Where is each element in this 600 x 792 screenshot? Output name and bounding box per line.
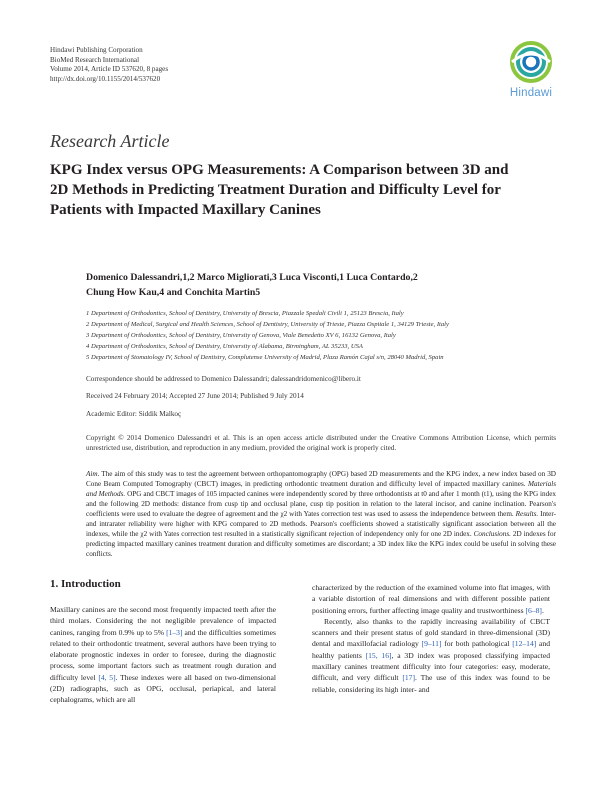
hindawi-logo (502, 40, 560, 104)
article-type: Research Article (50, 131, 170, 151)
text-run: and healthy patients (312, 639, 550, 660)
affiliation-5: 5 Department of Stomatology IV, School of Dentistry, Complutense University of Madrid, Plaza Ramón Cajal s/n, 28040 Madrid, Spain (86, 354, 444, 361)
citation-link[interactable]: [9–11] (421, 639, 442, 649)
abstract-aim-label: Aim. (86, 470, 100, 478)
intro-right-column (312, 582, 550, 695)
text-run: . (541, 605, 544, 615)
abstract-conclusions: 2D indexes for predicting impacted maxillary canines treatment duration and difficulty sometimes are discordant; a 3D index like the KPG index could be useful in solving these conflicts. (86, 530, 556, 558)
academic-editor: Academic Editor: Siddik Malkoç (86, 410, 182, 418)
abstract-conclusions-label: Conclusions. (473, 530, 511, 538)
affiliation-3: 3 Department of Orthodontics, School of Dentistry, University of Genova, Viale Benedetto XV 6, 16132 Genova, Italy (86, 332, 396, 339)
text-run: and the difficulties sometimes related to their orthodontic treatment, several authors have been trying to elaborate prognostic indexes in order to foresee, during the diagnostic process, some important factors such as treatment rough duration and difficulty level (50, 627, 276, 682)
authors-line-1: Domenico Dalessandri,1,2 Marco Migliorati,3 Luca Visconti,1 Luca Contardo,2 (86, 272, 418, 283)
affiliation-1: 1 Department of Orthodontics, School of Dentistry, University of Brescia, Piazzale Spedali Civili 1, 25123 Brescia, Italy (86, 310, 404, 317)
citation-link[interactable]: [12–14] (512, 639, 537, 649)
abstract-methods-label: Materials and Methods. (86, 480, 556, 498)
abstract-aim: The aim of this study was to test the agreement between orthopantomography (OPG) based 2D measurements and the KPG index, a new index based on 3D Cone Beam Computed Tomography (CBCT) images, in predicting orthodontic treatment duration and difficulty level of impacted maxillary canines. (86, 470, 556, 488)
article-title: KPG Index versus OPG Measurements: A Comparison between 3D and 2D Methods in Predicting Treatment Duration and Difficulty Level for Patients with Impacted Maxillary Canines (50, 162, 509, 218)
authors-line-2: Chung How Kau,4 and Conchita Martin5 (86, 287, 261, 298)
doi-link[interactable]: http://dx.doi.org/10.1155/2014/537620 (50, 74, 161, 83)
intro-left-column (50, 604, 276, 706)
intro-paragraph-1 (50, 604, 276, 706)
journal-name: BioMed Research International (50, 55, 140, 64)
text-run: Recently, also thanks to the rapidly increasing availability of CBCT scanners and their present status of gold standard in three-dimensional (3D) dental and maxillofacial radiology (312, 616, 550, 649)
citation-link[interactable]: [17] (402, 673, 416, 683)
intro-paragraph-1-cont (312, 582, 550, 616)
citation-link[interactable]: [6–8] (525, 605, 542, 615)
citation-link[interactable]: [15, 16] (365, 650, 392, 660)
text-run: . The use of this index was found to be reliable, considering its high inter- and (312, 673, 550, 694)
abstract-results: Inter- and intrarater reliability were higher with KPG compared to 2D methods. Pearson's coefficients showed a statistically significant association between all the indexes, while the χ2 with Yates correction test resulted in a statistically significant rejection of independency only for one 2D index. (86, 510, 556, 538)
affiliation-4: 4 Department of Orthodontics, School of Dentistry, University of Alabama, Birmingham, AL 35233, USA (86, 343, 363, 350)
intro-paragraph-2 (312, 616, 550, 695)
section-heading-introduction: 1. Introduction (50, 578, 121, 590)
author-list (86, 270, 556, 300)
text-run: Maxillary canines are the second most frequently impacted teeth after the third molars. Considering the not negligible prevalence of impacted canines, ranging from 0.9% up to 5% (50, 605, 276, 637)
affiliations (86, 308, 556, 363)
journal-meta (50, 46, 168, 84)
abstract-results-label: Results. (515, 510, 539, 518)
volume-info: Volume 2014, Article ID 537620, 8 pages (50, 65, 169, 74)
copyright-notice: Copyright © 2014 Domenico Dalessandri et al. This is an open access article distributed under the Creative Commons Attribution License, which permits unrestricted use, distribution, and reproduction in any medium, provided the original work is properly cited. (86, 434, 556, 452)
publication-dates: Received 24 February 2014; Accepted 27 June 2014; Published 9 July 2014 (86, 392, 304, 400)
hindawi-logo-icon (509, 40, 553, 84)
publisher: Hindawi Publishing Corporation (50, 46, 143, 54)
text-run: for both pathological (441, 639, 513, 649)
affiliation-2: 2 Department of Medical, Surgical and Health Sciences, School of Dentistry, University of Trieste, Piazza Ospitale 1, 34129 Trieste, Italy (86, 321, 449, 328)
abstract (86, 469, 556, 559)
text-run: , a 3D index was proposed classifying impacted maxillary canines treatment difficulty into four categories: easy, moderate, difficult, and very difficult (312, 650, 550, 683)
text-run: . These indexes were all based on two-dimensional (2D) radiographs, such as OPG, occlusal, periapical, and lateral cephalograms, which are all (50, 672, 276, 705)
text-run: characterized by the reduction of the examined volume into flat images, with a variable distortion of real dimensions and with different possible patient positioning errors, further affecting image quality and trustworthiness (312, 583, 550, 615)
logo-text: Hindawi (509, 87, 553, 99)
citation-link[interactable]: [1–3] (166, 627, 183, 637)
correspondence: Correspondence should be addressed to Domenico Dalessandri; dalessandridomenico@libero.it (86, 375, 361, 383)
citation-link[interactable]: [4, 5] (98, 672, 116, 682)
abstract-methods: OPG and CBCT images of 105 impacted canines were independently scored by three orthodontists at t0 and after 1 month (t1), using the KPG index and the following 2D methods: distance from cusp tip and occlusal plane, cusp tip position in relation to the lateral incisor, and canine inclination. Pearson's coefficients were used to evaluate the degree of agreement and the χ2 with Yates correction test was used to assess the independence between them. (86, 490, 556, 518)
